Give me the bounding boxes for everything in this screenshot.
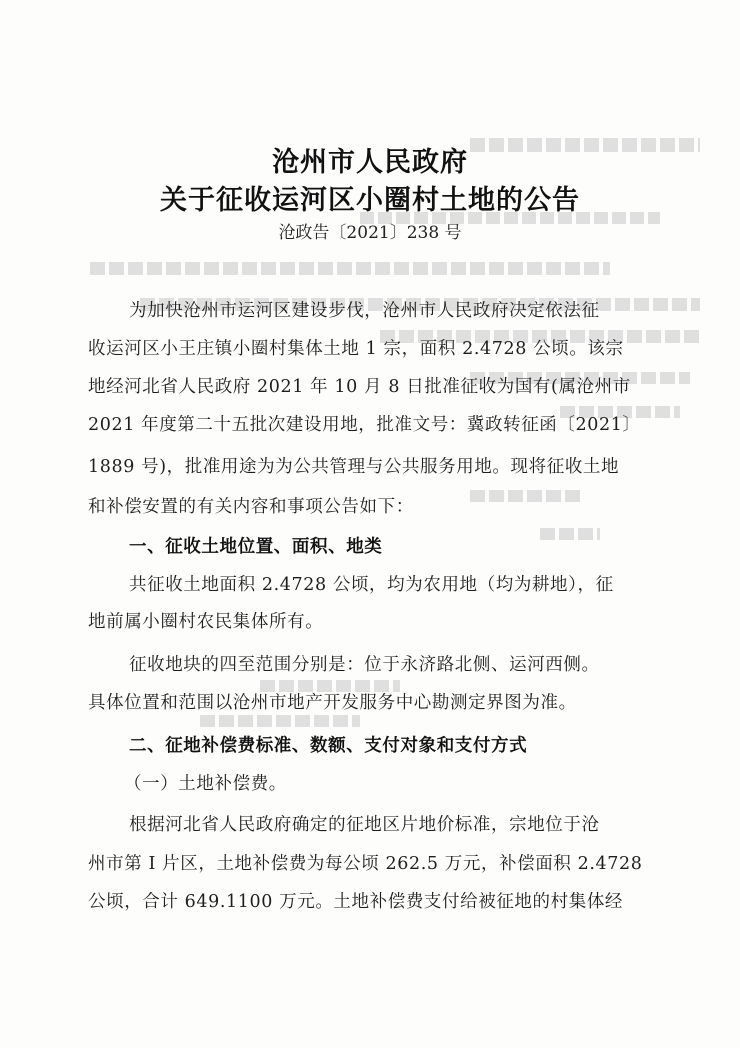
section1-line: 共征收土地面积 2.4728 公顷，均为农用地（均为耕地），征 <box>129 575 614 595</box>
subsection1-line: 州市第 I 片区，土地补偿费为每公顷 262.5 万元，补偿面积 2.4728 <box>88 854 643 874</box>
intro-line: 2021 年度第二十五批次建设用地，批准文号：冀政转征函〔2021〕 <box>88 415 641 435</box>
subsection1-line: 根据河北省人民政府确定的征地区片地价标准，宗地位于沧 <box>129 815 600 835</box>
document-title-line2: 关于征收运河区小圈村土地的公告 <box>160 185 580 216</box>
intro-line: 收运河区小王庄镇小圈村集体土地 1 宗，面积 2.4728 公顷。该宗 <box>88 339 624 359</box>
section1-line: 具体位置和范围以沧州市地产开发服务中心勘测定界图为准。 <box>88 693 577 713</box>
intro-line: 为加快沧州市运河区建设步伐，沧州市人民政府决定依法征 <box>129 301 600 321</box>
subsection1-heading: （一）土地补偿费。 <box>124 774 287 794</box>
section1-line: 征收地块的四至范围分别是：位于永济路北侧、运河西侧。 <box>129 655 600 675</box>
document-number: 沧政告〔2021〕238 号 <box>278 223 462 243</box>
section2-heading: 二、征地补偿费标准、数额、支付对象和支付方式 <box>129 736 528 756</box>
subsection1-line: 公顷，合计 649.1100 万元。土地补偿费支付给被征地的村集体经 <box>88 892 624 912</box>
document-title-line1: 沧州市人民政府 <box>272 147 468 178</box>
section1-line: 地前属小圈村农民集体所有。 <box>88 612 324 632</box>
intro-line: 地经河北省人民政府 2021 年 10 月 8 日批准征收为国有(属沧州市 <box>88 377 631 397</box>
intro-line: 和补偿安置的有关内容和事项公告如下： <box>88 497 414 517</box>
intro-line: 1889 号)，批准用途为为公共管理与公共服务用地。现将征收土地 <box>88 457 620 477</box>
section1-heading: 一、征收土地位置、面积、地类 <box>129 537 383 557</box>
